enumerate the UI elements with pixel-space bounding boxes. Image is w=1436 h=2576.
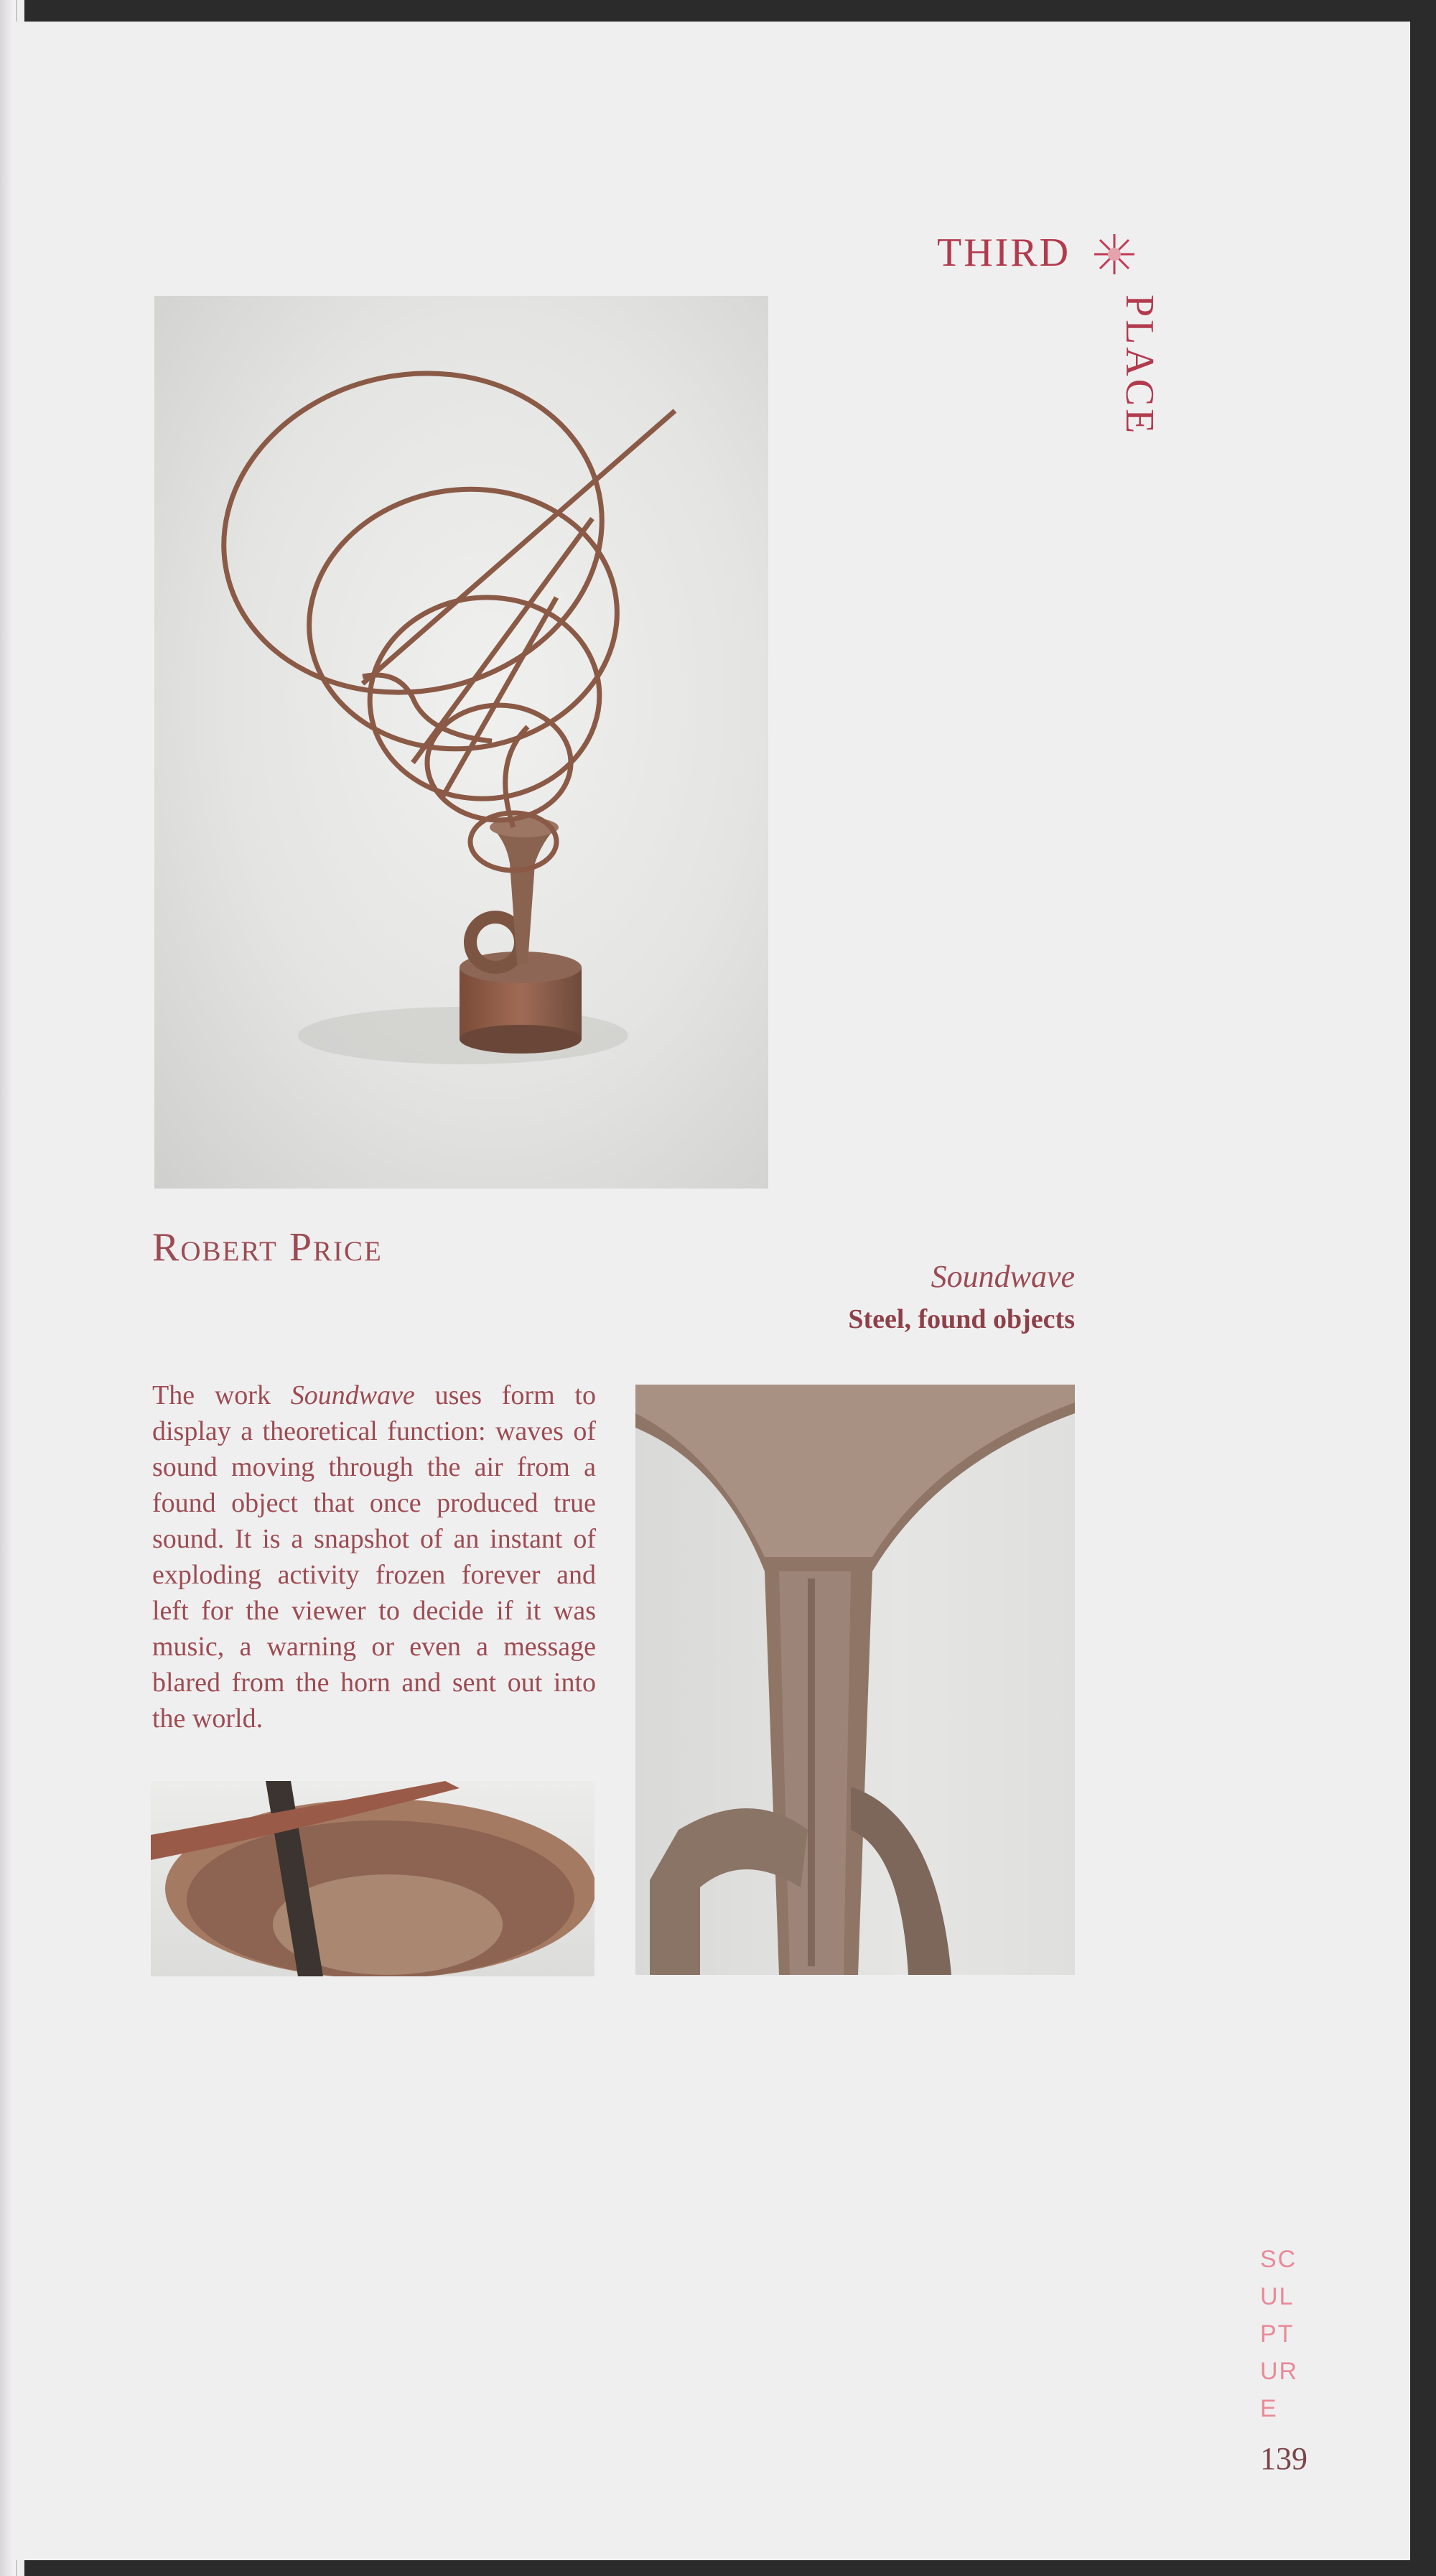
- work-medium: Steel, found objects: [848, 1304, 1075, 1334]
- star-icon: [1091, 231, 1137, 277]
- artist-name: Robert Price: [152, 1225, 383, 1270]
- section-label: SCULPTURE: [1260, 2246, 1299, 2422]
- statement-lead: The work: [152, 1380, 291, 1410]
- horn-illustration: [635, 1385, 1075, 1975]
- bowl-illustration: [151, 1781, 595, 1976]
- sculpture-main-photo: [154, 296, 768, 1189]
- artist-statement: [152, 1377, 596, 1736]
- horn-detail-photo: [635, 1385, 1075, 1975]
- page-number: 139: [1260, 2441, 1307, 2476]
- award-place: PLACE: [1117, 294, 1162, 437]
- award-label: THIRD: [937, 231, 1071, 275]
- work-title: Soundwave: [931, 1259, 1075, 1294]
- sculpture-illustration: [154, 296, 768, 1189]
- bowl-detail-photo: [151, 1781, 595, 1976]
- statement-title-ref: Soundwave: [290, 1380, 415, 1410]
- statement-body: uses form to display a theoretical function: waves of sound moving through the air from a found object that once produced true sound. It is a snapshot of an instant of exploding activity frozen forever and left for the viewer to decide if it was music, a warning or even a message blared from the horn and sent out into the world.: [152, 1380, 596, 1734]
